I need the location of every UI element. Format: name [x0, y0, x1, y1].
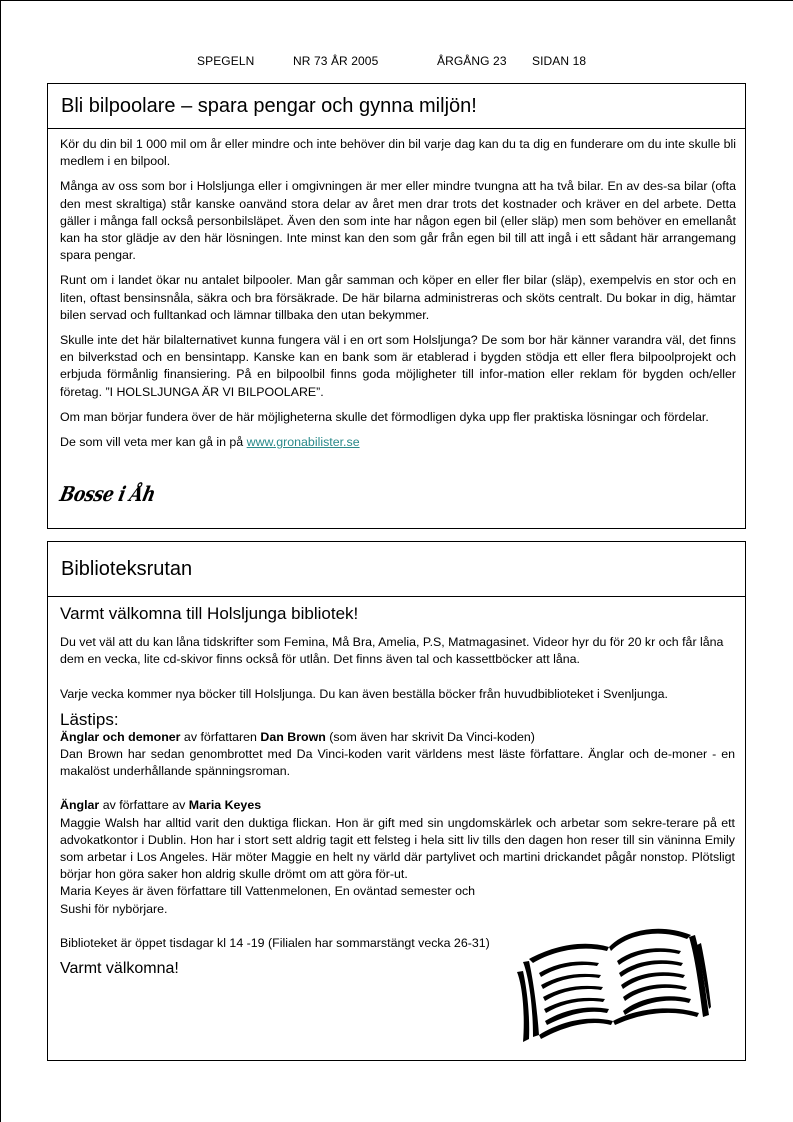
by-text: av författaren [180, 729, 261, 744]
article-title-text: Bli bilpoolare – spara pengar och gynna miljön! [61, 94, 477, 117]
signature [57, 451, 736, 508]
article-paragraph: Många av oss som bor i Holsljunga eller i omgivningen är mer eller mindre tvungna att ha två bilar. En av des-sa bilar (ofta den mest skraltiga) står kanske oanvänd stora delar av året men drar trots det kostnader och kräver en del arbete. Detta gäller i många fall också personbilsläpet. Även den som inte har någon egen bil (eller släp) men som behöver en emellanåt kan ha stor glädje av den här lösningen. Inte minst kan den som går från egen bil till att ingå i ett sådant här arrangemang spara pengar. [60, 179, 736, 263]
page-number: SIDAN 18 [532, 54, 587, 68]
masthead [0, 54, 793, 70]
book-author: Maria Keyes [188, 798, 262, 813]
library-title [48, 542, 745, 597]
library-intro: Du vet väl att du kan låna tidskrifter som Femina, Må Bra, Amelia, P.S, Matmagasinet. Videor hyr du för 20 kr och får låna dem en vecka, lite cd-skivor finns också för utlån. Det finns även tal och kassettböcker att låna. [60, 635, 724, 667]
book-tip-title [60, 729, 735, 746]
library-title-text: Biblioteksrutan [61, 557, 193, 580]
open-book-icon [511, 917, 711, 1047]
gronabilister-link[interactable]: www.gronabilister.se [246, 435, 360, 450]
other-books: Maria Keyes är även författare till Vattenmelonen, En oväntad semester och Sushi för nybörjare. [60, 884, 476, 916]
book-title: Änglar och demoner [60, 729, 181, 744]
closing-greeting: Varmt välkomna! [60, 960, 179, 978]
issue-number: NR 73 ÅR 2005 [293, 54, 379, 68]
book-title: Änglar [60, 798, 100, 813]
article-box [47, 83, 746, 529]
library-subtitle: Varmt välkomna till Holsljunga bibliotek! [60, 604, 359, 623]
book-tip-title [60, 797, 735, 814]
reading-tips-heading: Lästips: [60, 709, 119, 729]
book-note: (som även har skrivit Da Vinci-koden) [325, 729, 535, 744]
article-paragraph: Kör du din bil 1 000 mil om år eller mindre och inte behöver din bil varje dag kan du ta dig en funderare om du inte skulle bli medlem i en bilpool. [60, 137, 736, 169]
article-paragraph: Skulle inte det här bilalternativet kunna fungera väl i en ort som Holsljunga? De som bor här känner varandra väl, det finns en bilverkstad och en bensintapp. Kanske kan en bank som är etablerad i bygden stödja ett eller flera bilpoolprojekt och erbjuda förmånlig finansiering. På en bilpoolbil finns goda möjligheter till infor-mation eller reklam för bygden och/eller företag. ”I HOLSLJUNGA ÄR VI BILPOOLARE”. [60, 333, 736, 399]
library-intro: Varje vecka kommer nya böcker till Holsljunga. Du kan även beställa böcker från huvudbiblioteket i Svenljunga. [60, 686, 668, 701]
article-paragraph: Om man börjar fundera över de här möjligheterna skulle det förmodligen dyka upp fler praktiska lösningar och fördelar. [60, 409, 709, 424]
article-body [48, 129, 745, 508]
book-description: Dan Brown har sedan genombrottet med Da Vinci-koden varit världens mest läste författare. Änglar och de-moner - en makalöst underhållande spänningsroman. [60, 747, 735, 779]
book-author: Dan Brown [260, 729, 326, 744]
opening-hours: Biblioteket är öppet tisdagar kl 14 -19 (Filialen har sommarstängt vecka 26-31) [60, 935, 490, 950]
book-description: Maggie Walsh har alltid varit den duktiga flickan. Hon är gift med sin ungdomskärlek och arbetar som sekre-terare på ett advokatkontor i Dublin. Hon har i stort sett aldrig tagit ett felsteg i hela sitt liv tills den dagen hon reser till sin väninna Emily som arbetar i Los Angeles. Här möter Maggie en helt ny värld där partylivet och martini drickandet pågår nonstop. Plötsligt börjar hon göra saker hon aldrig skulle drömt om att göra för-ut. [60, 815, 735, 882]
signature-text: Bosse i Åh [57, 483, 158, 508]
by-text: av författare av [99, 798, 189, 813]
publication-name: SPEGELN [197, 54, 255, 68]
more-info-line [60, 434, 736, 451]
volume-number: ÅRGÅNG 23 [437, 54, 507, 68]
article-paragraph: Runt om i landet ökar nu antalet bilpooler. Man går samman och köper en eller fler bilar (släp), exempelvis en stor och en liten, oftast bensinsnåla, säkra och bra försäkrade. De här bilarna administreras och sköts centralt. Du bokar in dig, hämtar bilen servad och fulltankad och lämnar tillbaka den utan bekymmer. [60, 273, 736, 322]
article-title [48, 84, 745, 129]
more-info-text: De som vill veta mer kan gå in på [60, 435, 247, 450]
